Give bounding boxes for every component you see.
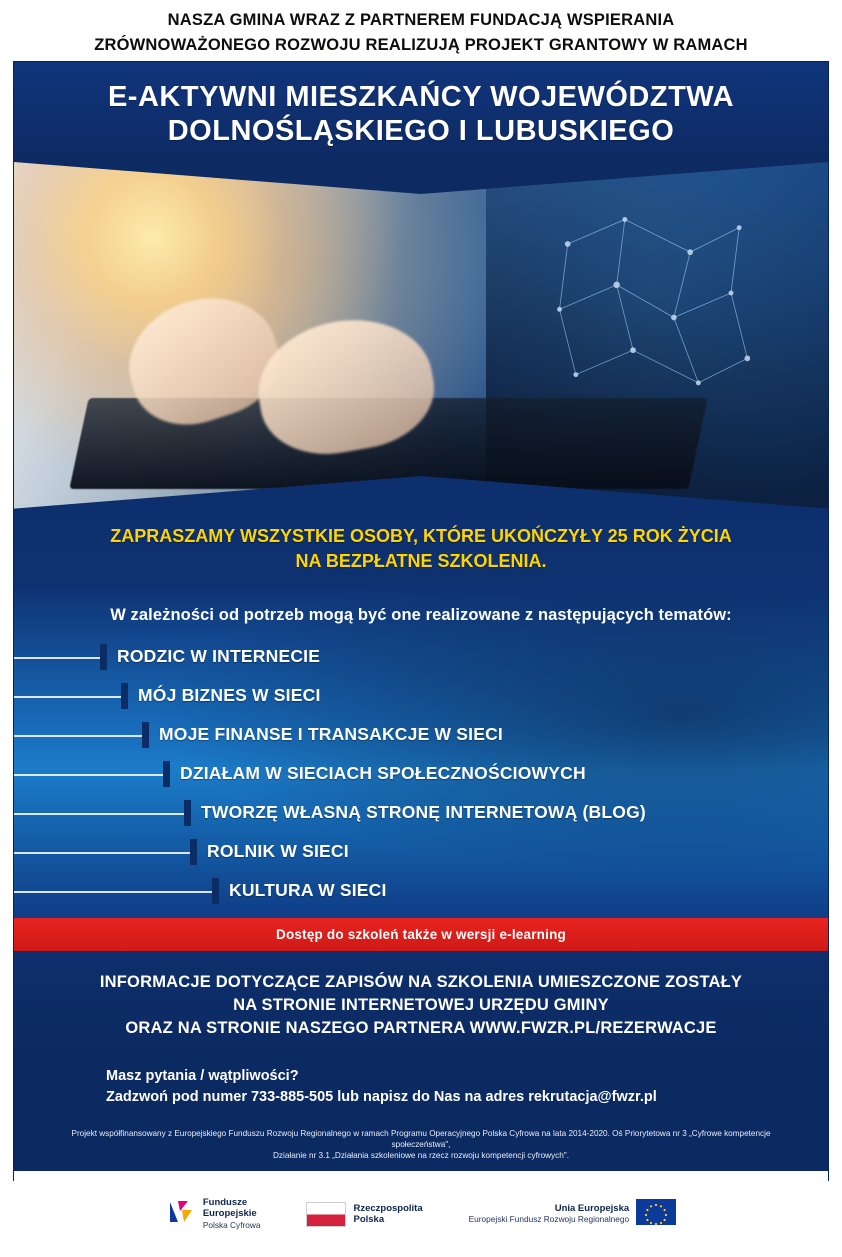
topic-rule (14, 891, 214, 893)
invitation-line-1: ZAPRASZAMY WSZYSTKIE OSOBY, KTÓRE UKOŃCZYŁY 25 ROK ŻYCIA (110, 526, 732, 546)
info-block (14, 951, 828, 1052)
list-item (14, 715, 828, 754)
list-item (14, 832, 828, 871)
list-item (14, 754, 828, 793)
hero-photo (14, 160, 828, 510)
fineprint-line-1: Projekt współfinansowany z Europejskiego Funduszu Rozwoju Regionalnego w ramach Programu Operacyjnego Polska Cyfrowa na lata 2014-2020. Oś Priorytetowa nr 3 „Cyfrowe kompetencje społeczeństwa", (71, 1129, 771, 1149)
topics-list (14, 637, 828, 918)
topic-rule (14, 696, 123, 698)
poster-title-line-2: DOLNOŚLĄSKIEGO I LUBUSKIEGO (167, 115, 675, 147)
polish-flag-icon (306, 1202, 346, 1227)
topic-tick (121, 683, 128, 709)
elearning-strip: Dostęp do szkoleń także w wersji e-learning (14, 918, 828, 951)
contact-details: Zadzwoń pod numer 733-885-505 lub napisz do Nas na adres rekrutacja@fwzr.pl (106, 1089, 657, 1105)
topic-label: TWORZĘ WŁASNĄ STRONĘ INTERNETOWĄ (BLOG) (201, 802, 646, 822)
logo-bar (14, 1171, 828, 1257)
topic-rule (14, 852, 192, 854)
hero-photo-image (14, 160, 828, 510)
logo-ue-sub: Europejski Fundusz Rozwoju Regionalnego (468, 1214, 630, 1224)
logo-fe-sub: Polska Cyfrowa (202, 1219, 261, 1230)
topic-label: ROLNIK W SIECI (207, 841, 349, 861)
invitation-block (14, 510, 828, 590)
logo-rp-text (353, 1203, 422, 1226)
info-line-2: NA STRONIE INTERNETOWEJ URZĘDU GMINY (233, 996, 609, 1014)
logo-unia-europejska (469, 1199, 677, 1230)
topic-tick (142, 722, 149, 748)
poster-body (14, 62, 828, 1230)
invitation-line-2: NA BEZPŁATNE SZKOLENIA. (295, 551, 547, 571)
list-item (14, 637, 828, 676)
page-header (0, 8, 842, 58)
topic-label: MÓJ BIZNES W SIECI (138, 685, 321, 705)
header-line-2: ZRÓWNOWAŻONEGO ROZWOJU REALIZUJĄ PROJEKT GRANTOWY W RAMACH (94, 36, 748, 54)
logo-ue-line1: Unia Europejska (554, 1202, 630, 1214)
topic-tick (190, 839, 197, 865)
info-line-1: INFORMACJE DOTYCZĄCE ZAPISÓW NA SZKOLENIA UMIESZCZONE ZOSTAŁY (99, 973, 743, 991)
topic-label: RODZIC W INTERNECIE (117, 646, 321, 666)
logo-fundusze-europejskie (166, 1197, 261, 1232)
funding-fineprint (14, 1120, 828, 1171)
topic-label: KULTURA W SIECI (229, 880, 387, 900)
topic-tick (212, 878, 219, 904)
list-item (14, 793, 828, 832)
contact-block (14, 1052, 828, 1120)
logo-rp-line2: Polska (353, 1214, 385, 1225)
poster-title-band (14, 62, 828, 160)
topics-subheading: W zależności od potrzeb mogą być one realizowane z następujących tematów: (110, 606, 732, 624)
topic-tick (100, 644, 107, 670)
fineprint-line-2: Działanie nr 3.1 „Działania szkoleniowe na rzecz rozwoju kompetencji cyfrowych". (273, 1151, 569, 1160)
topic-rule (14, 657, 102, 659)
logo-fe-line2: Europejskie (202, 1208, 257, 1220)
eu-funds-icon (166, 1198, 196, 1231)
topic-rule (14, 813, 186, 815)
topics-section (14, 590, 828, 918)
logo-fe-line1: Fundusze (202, 1196, 248, 1208)
poster-title-line-1: E-AKTYWNI MIESZKAŃCY WOJEWÓDZTWA (107, 81, 735, 113)
header-line-1: NASZA GMINA WRAZ Z PARTNEREM FUNDACJĄ WSPIERANIA (167, 11, 675, 29)
logo-rzeczpospolita-polska (306, 1202, 422, 1227)
list-item (14, 676, 828, 715)
topic-label: DZIAŁAM W SIECIACH SPOŁECZNOŚCIOWYCH (180, 763, 586, 783)
topic-rule (14, 774, 165, 776)
eu-flag-icon (636, 1199, 676, 1230)
topic-tick (163, 761, 170, 787)
topic-rule (14, 735, 144, 737)
list-item (14, 871, 828, 910)
topic-label: MOJE FINANSE I TRANSAKCJE W SIECI (159, 724, 503, 744)
logo-fundusze-text (203, 1197, 261, 1232)
contact-question: Masz pytania / wątpliwości? (106, 1068, 299, 1084)
topic-tick (184, 800, 191, 826)
info-line-3: ORAZ NA STRONIE NASZEGO PARTNERA WWW.FWZR.PL/REZERWACJE (125, 1019, 717, 1037)
logo-rp-line1: Rzeczpospolita (353, 1202, 423, 1214)
logo-ue-text (469, 1203, 630, 1226)
